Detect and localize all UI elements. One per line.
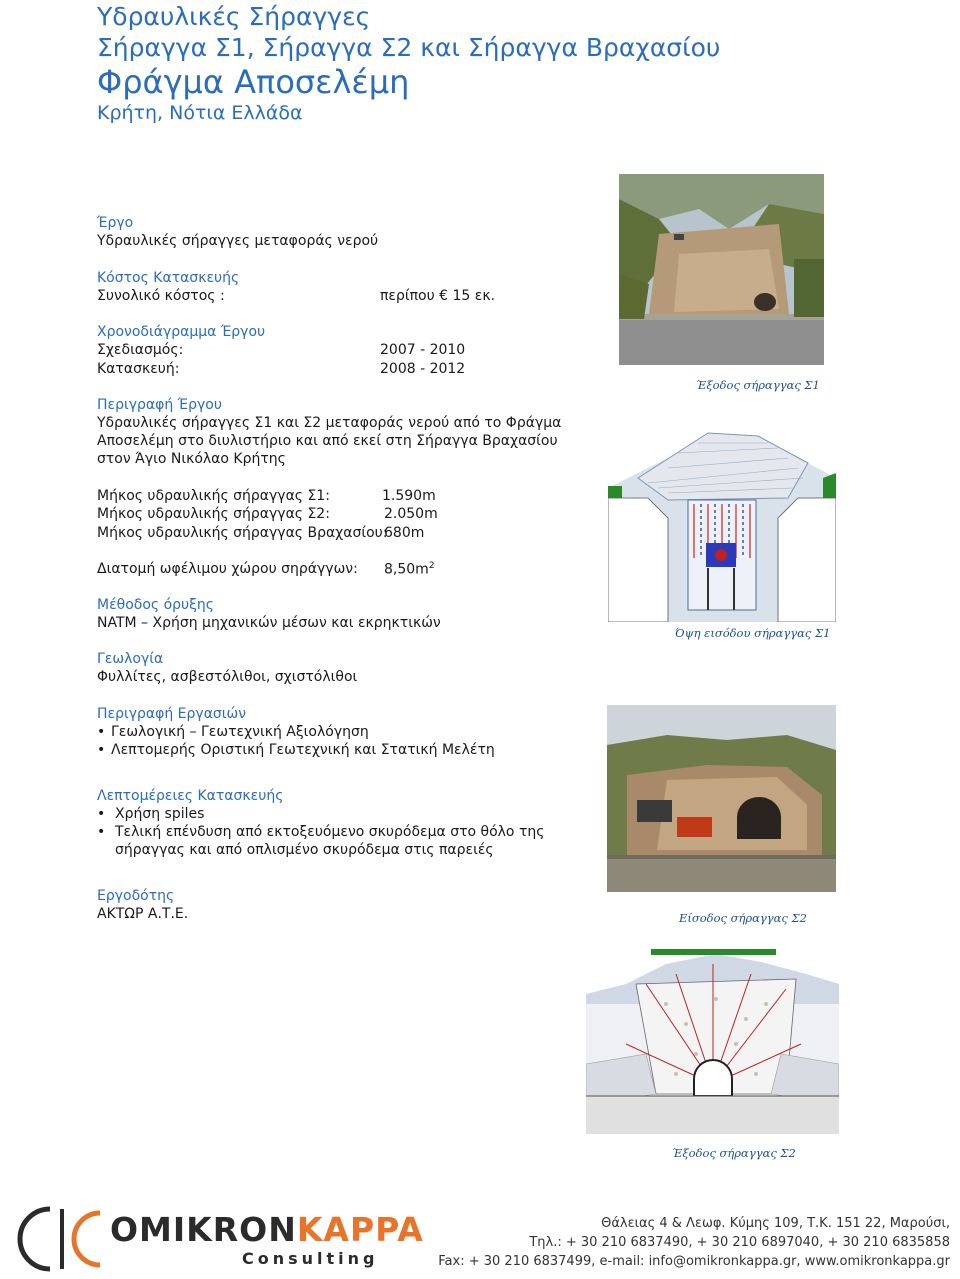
- photo-tunnel-s2-entrance: [607, 705, 836, 892]
- length-s2-value: 2.050m: [384, 506, 438, 522]
- length-vrachasi-label: Μήκος υδραυλικής σήραγγας Βραχασίου:: [97, 525, 388, 541]
- caption-drawing2: Έξοδος σήραγγας Σ2: [672, 1146, 796, 1160]
- details-item-2-line-2: σήραγγας και από οπλισμένο σκυρόδεμα στις παρειές: [115, 842, 494, 858]
- length-s1-label: Μήκος υδραυλικής σήραγγας Σ1:: [97, 488, 330, 504]
- cost-label: Κόστος Κατασκευής: [97, 270, 240, 286]
- cost-value: περίπου € 15 εκ.: [380, 288, 496, 304]
- schedule-label: Χρονοδιάγραμμα Έργου: [97, 324, 266, 340]
- section-value: $8,50m^2$: [384, 561, 435, 578]
- header-line1: Υδραυλικές Σήραγγες: [97, 2, 371, 31]
- geology-value: Φυλλίτες, ασβεστόλιθοι, σχιστόλιθοι: [97, 669, 358, 685]
- method-value: NATM – Χρήση μηχανικών μέσων και εκρηκτικών: [97, 615, 441, 631]
- length-vrachasi-value: 680m: [384, 525, 425, 541]
- design-label: Σχεδιασμός:: [97, 342, 184, 358]
- caption-drawing1: Όψη εισόδου σήραγγας Σ1: [675, 626, 831, 640]
- length-s2-label: Μήκος υδραυλικής σήραγγας Σ2:: [97, 506, 330, 522]
- construction-label: Κατασκευή:: [97, 361, 180, 377]
- project-label: Έργο: [97, 215, 134, 231]
- details-label: Λεπτομέρειες Κατασκευής: [97, 788, 284, 804]
- works-label: Περιγραφή Εργασιών: [97, 706, 247, 722]
- length-s1-value: 1.590m: [382, 488, 436, 504]
- footer-phone: Τηλ.: + 30 210 6837490, + 30 210 6897040, + 30 210 6835858: [529, 1235, 950, 1250]
- geology-label: Γεωλογία: [97, 651, 164, 667]
- logo-kappa: KAPPA: [296, 1210, 424, 1249]
- details-item-2-line-1: • Τελική επένδυση από εκτοξευόμενο σκυρόδεμα στο θόλο της: [97, 824, 545, 840]
- method-label: Μέθοδος όρυξης: [97, 597, 215, 613]
- works-item-2: • Λεπτομερής Οριστική Γεωτεχνική και Στατική Μελέτη: [97, 743, 495, 757]
- caption-photo1: Έξοδος σήραγγας Σ1: [696, 378, 820, 392]
- logo-consulting: Consulting: [242, 1249, 379, 1268]
- client-label: Εργοδότης: [97, 888, 175, 904]
- description-line-1: Υδραυλικές σήραγγες Σ1 και Σ2 μεταφοράς νερού από το Φράγμα: [97, 415, 562, 431]
- dam-title: Φράγμα Αποσελέμη: [97, 63, 410, 101]
- project-value: Υδραυλικές σήραγγες μεταφοράς νερού: [97, 233, 379, 249]
- client-value: ΑΚΤΩΡ Α.Τ.Ε.: [97, 906, 189, 922]
- footer-fax: Fax: + 30 210 6837499, e-mail: info@omikronkappa.gr, www.omikronkappa.gr: [438, 1254, 950, 1269]
- cost-item: Συνολικό κόστος :: [97, 288, 225, 304]
- description-line-2: Αποσελέμη στο διυλιστήριο και από εκεί στη Σήραγγα Βραχασίου: [97, 433, 558, 449]
- location: Κρήτη, Νότια Ελλάδα: [97, 102, 303, 124]
- company-logo: [10, 1203, 424, 1275]
- construction-value: 2008 - 2012: [380, 361, 466, 377]
- description-label: Περιγραφή Έργου: [97, 397, 222, 413]
- logo-omikron: OMIKRON: [110, 1210, 297, 1249]
- design-value: 2007 - 2010: [380, 342, 466, 358]
- header-line2: Σήραγγα Σ1, Σήραγγα Σ2 και Σήραγγα Βραχασίου: [97, 33, 721, 62]
- works-item-1: • Γεωλογική – Γεωτεχνική Αξιολόγηση: [97, 725, 369, 739]
- photo-tunnel-s1-exit: [619, 174, 824, 365]
- caption-photo2: Είσοδος σήραγγας Σ2: [679, 911, 807, 925]
- drawing-s1-portal-elevation: [608, 408, 836, 622]
- description-line-3: στον Άγιο Νικόλαο Κρήτης: [97, 451, 286, 467]
- footer-address: Θάλειας 4 & Λεωφ. Κύμης 109, Τ.Κ. 151 22, Μαρούσι,: [601, 1216, 950, 1231]
- drawing-s2-exit-section: [586, 944, 839, 1134]
- details-item-1: • Χρήση spiles: [97, 806, 205, 822]
- section-label: Διατομή ωφέλιμου χώρου σηράγγων:: [97, 561, 358, 577]
